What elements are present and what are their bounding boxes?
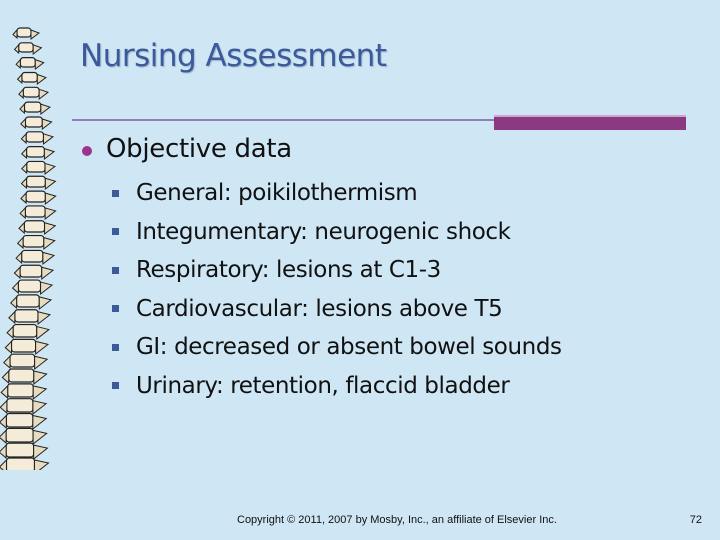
sub-bullet-text: Urinary: retention, flaccid bladder — [136, 372, 510, 399]
copyright-footer: Copyright © 2011, 2007 by Mosby, Inc., an affiliate of Elsevier Inc. — [237, 514, 557, 526]
sub-bullet-item — [112, 290, 562, 329]
sub-bullet-text: Integumentary: neurogenic shock — [136, 218, 511, 245]
sub-bullet-item — [112, 213, 562, 252]
square-bullet-icon — [112, 382, 119, 389]
sub-bullet-list — [112, 174, 562, 405]
sub-bullet-text: Cardiovascular: lesions above T5 — [136, 295, 503, 322]
sub-bullet-item — [112, 251, 562, 290]
bullet-dot-icon — [82, 146, 92, 156]
sub-bullet-item — [112, 174, 562, 213]
slide-title: Nursing Assessment — [80, 38, 387, 74]
square-bullet-icon — [112, 267, 119, 274]
sub-bullet-text: Respiratory: lesions at C1-3 — [136, 257, 441, 284]
sub-bullet-item — [112, 367, 562, 406]
title-accent-bar-highlight — [494, 115, 686, 117]
sub-bullet-text: General: poikilothermism — [136, 180, 418, 207]
page-number: 72 — [689, 514, 702, 526]
title-divider-line — [72, 119, 494, 121]
sub-bullet-item — [112, 328, 562, 367]
main-bullet — [82, 134, 292, 164]
square-bullet-icon — [112, 190, 119, 197]
title-accent-bar — [494, 115, 686, 130]
sub-bullet-text: GI: decreased or absent bowel sounds — [136, 334, 562, 361]
square-bullet-icon — [112, 344, 119, 351]
spine-illustration — [0, 20, 70, 470]
square-bullet-icon — [112, 305, 119, 312]
square-bullet-icon — [112, 228, 119, 235]
main-bullet-text: Objective data — [106, 134, 292, 164]
